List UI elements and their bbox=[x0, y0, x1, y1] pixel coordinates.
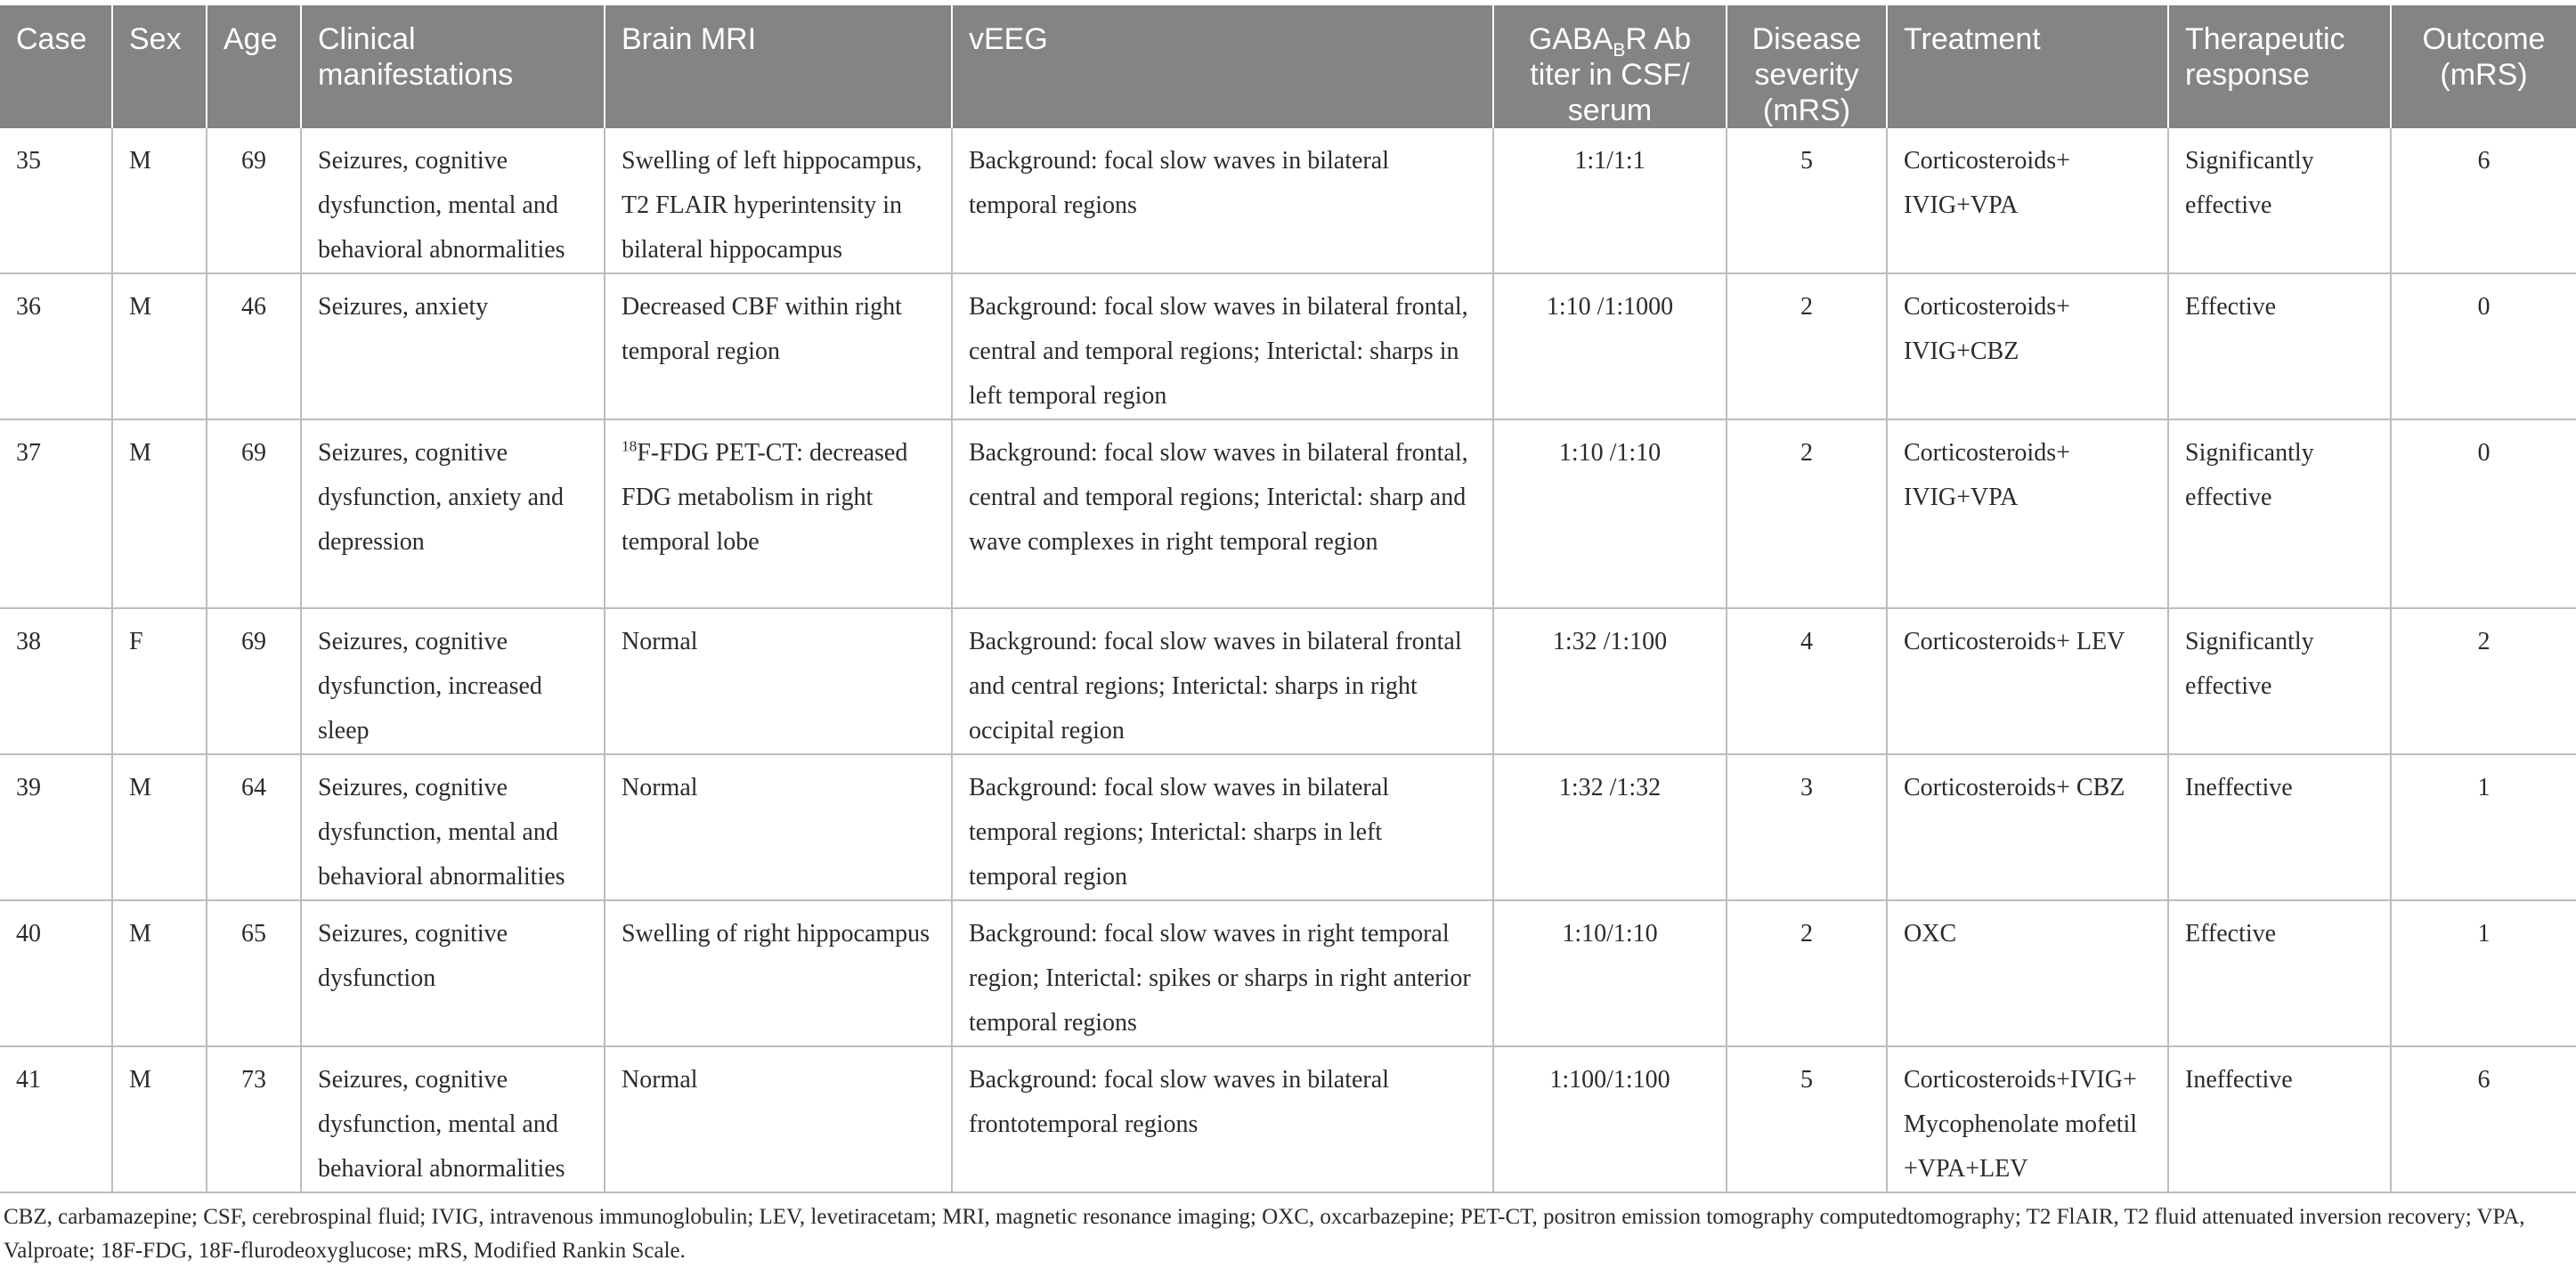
cell-clinical: Seizures, cognitive dysfunction, mental and behavioral abnormalities bbox=[301, 128, 605, 273]
cell-veeg: Background: focal slow waves in bilateral frontal and central regions; Interictal: sharps in right occipital region bbox=[952, 608, 1493, 754]
cell-mri-text: F-FDG PET-CT: decreased FDG metabolism in right temporal lobe bbox=[622, 439, 908, 556]
cell-age: 69 bbox=[207, 419, 301, 608]
cell-veeg: Background: focal slow waves in bilateral frontal, central and temporal regions; Interictal: sharp and wave complexes in right temporal region bbox=[952, 419, 1493, 608]
cell-mri bbox=[605, 1046, 952, 1192]
cell-mri-text: Swelling of right hippocampus bbox=[622, 920, 930, 948]
cell-severity: 2 bbox=[1727, 419, 1887, 608]
cell-titer: 1:1/1:1 bbox=[1493, 128, 1727, 273]
cell-severity: 2 bbox=[1727, 900, 1887, 1046]
cell-case: 35 bbox=[0, 128, 112, 273]
cell-outcome: 6 bbox=[2391, 128, 2576, 273]
cell-treatment: Corticosteroids+ LEV bbox=[1887, 608, 2168, 754]
cell-mri bbox=[605, 608, 952, 754]
cell-mri bbox=[605, 900, 952, 1046]
cell-veeg: Background: focal slow waves in bilateral frontal, central and temporal regions; Interictal: sharps in left temporal region bbox=[952, 273, 1493, 419]
cell-outcome: 6 bbox=[2391, 1046, 2576, 1192]
header-outcome: Outcome (mRS) bbox=[2391, 5, 2576, 128]
header-titer-suffix: R Ab titer in CSF/ serum bbox=[1530, 22, 1692, 127]
cell-sex: M bbox=[112, 1046, 207, 1192]
cell-mri bbox=[605, 419, 952, 608]
cell-clinical: Seizures, anxiety bbox=[301, 273, 605, 419]
table-row bbox=[0, 273, 2576, 419]
cell-age: 73 bbox=[207, 1046, 301, 1192]
header-age: Age bbox=[207, 5, 301, 128]
header-mri: Brain MRI bbox=[605, 5, 952, 128]
cell-treatment: Corticosteroids+ CBZ bbox=[1887, 754, 2168, 900]
cell-response: Effective bbox=[2168, 900, 2391, 1046]
cell-treatment: Corticosteroids+ IVIG+VPA bbox=[1887, 419, 2168, 608]
cell-case: 39 bbox=[0, 754, 112, 900]
header-treatment: Treatment bbox=[1887, 5, 2168, 128]
cell-clinical: Seizures, cognitive dysfunction, anxiety and depression bbox=[301, 419, 605, 608]
cell-mri bbox=[605, 754, 952, 900]
header-titer bbox=[1493, 5, 1727, 128]
cell-response: Ineffective bbox=[2168, 1046, 2391, 1192]
cell-mri-text: Normal bbox=[622, 774, 698, 801]
cell-severity: 5 bbox=[1727, 1046, 1887, 1192]
table-header bbox=[0, 5, 2576, 128]
cell-titer: 1:100/1:100 bbox=[1493, 1046, 1727, 1192]
table-row bbox=[0, 419, 2576, 608]
header-severity: Disease severity (mRS) bbox=[1727, 5, 1887, 128]
cell-clinical: Seizures, cognitive dysfunction bbox=[301, 900, 605, 1046]
cell-outcome: 1 bbox=[2391, 754, 2576, 900]
table-row bbox=[0, 1046, 2576, 1192]
cell-titer: 1:10 /1:10 bbox=[1493, 419, 1727, 608]
cell-age: 65 bbox=[207, 900, 301, 1046]
header-veeg: vEEG bbox=[952, 5, 1493, 128]
cell-treatment: Corticosteroids+ IVIG+VPA bbox=[1887, 128, 2168, 273]
cell-mri bbox=[605, 273, 952, 419]
cell-case: 38 bbox=[0, 608, 112, 754]
cell-treatment: OXC bbox=[1887, 900, 2168, 1046]
table-row bbox=[0, 900, 2576, 1046]
cell-outcome: 2 bbox=[2391, 608, 2576, 754]
cell-response: Significantly effective bbox=[2168, 128, 2391, 273]
cell-outcome: 0 bbox=[2391, 419, 2576, 608]
cell-outcome: 0 bbox=[2391, 273, 2576, 419]
cell-severity: 2 bbox=[1727, 273, 1887, 419]
cell-mri bbox=[605, 128, 952, 273]
cell-sex: M bbox=[112, 419, 207, 608]
header-titer-sub: B bbox=[1613, 39, 1626, 61]
cell-age: 64 bbox=[207, 754, 301, 900]
table-row bbox=[0, 754, 2576, 900]
table-footnote: CBZ, carbamazepine; CSF, cerebrospinal fluid; IVIG, intravenous immunoglobulin; LEV, levetiracetam; MRI, magnetic resonance imaging; OXC, oxcarbazepine; PET-CT, positron emission tomography computedtomography; T2 FlAIR, T2 fluid attenuated inversion recovery; VPA, Valproate; 18F-FDG, 18F-flurodeoxyglucose; mRS, Modified Rankin Scale. bbox=[4, 1205, 2525, 1263]
cell-clinical: Seizures, cognitive dysfunction, mental and behavioral abnormalities bbox=[301, 1046, 605, 1192]
cell-sex: M bbox=[112, 273, 207, 419]
cell-response: Effective bbox=[2168, 273, 2391, 419]
table-container bbox=[0, 5, 2576, 1193]
cell-mri-text: Normal bbox=[622, 628, 698, 655]
cell-response: Significantly effective bbox=[2168, 608, 2391, 754]
cell-titer: 1:10 /1:1000 bbox=[1493, 273, 1727, 419]
cell-response: Significantly effective bbox=[2168, 419, 2391, 608]
cell-case: 40 bbox=[0, 900, 112, 1046]
cell-severity: 5 bbox=[1727, 128, 1887, 273]
cell-case: 37 bbox=[0, 419, 112, 608]
cell-treatment: Corticosteroids+ IVIG+CBZ bbox=[1887, 273, 2168, 419]
table-row bbox=[0, 128, 2576, 273]
cell-sex: M bbox=[112, 900, 207, 1046]
cell-titer: 1:10/1:10 bbox=[1493, 900, 1727, 1046]
cell-titer: 1:32 /1:100 bbox=[1493, 608, 1727, 754]
cell-veeg: Background: focal slow waves in bilateral temporal regions; Interictal: sharps in left temporal region bbox=[952, 754, 1493, 900]
clinical-table bbox=[0, 5, 2576, 1193]
cell-sex: F bbox=[112, 608, 207, 754]
table-row bbox=[0, 608, 2576, 754]
table-body bbox=[0, 128, 2576, 1192]
cell-clinical: Seizures, cognitive dysfunction, increased sleep bbox=[301, 608, 605, 754]
cell-clinical: Seizures, cognitive dysfunction, mental and behavioral abnormalities bbox=[301, 754, 605, 900]
cell-case: 41 bbox=[0, 1046, 112, 1192]
header-titer-prefix: GABA bbox=[1528, 22, 1613, 56]
cell-age: 69 bbox=[207, 128, 301, 273]
cell-sex: M bbox=[112, 754, 207, 900]
cell-outcome: 1 bbox=[2391, 900, 2576, 1046]
cell-titer: 1:32 /1:32 bbox=[1493, 754, 1727, 900]
cell-veeg: Background: focal slow waves in bilateral frontotemporal regions bbox=[952, 1046, 1493, 1192]
cell-veeg: Background: focal slow waves in bilateral temporal regions bbox=[952, 128, 1493, 273]
header-clinical: Clinical manifestations bbox=[301, 5, 605, 128]
cell-mri-text: Normal bbox=[622, 1066, 698, 1094]
header-sex: Sex bbox=[112, 5, 207, 128]
cell-age: 46 bbox=[207, 273, 301, 419]
cell-treatment: Corticosteroids+IVIG+ Mycophenolate mofetil +VPA+LEV bbox=[1887, 1046, 2168, 1192]
cell-mri-sup: 18 bbox=[622, 437, 638, 455]
cell-sex: M bbox=[112, 128, 207, 273]
cell-age: 69 bbox=[207, 608, 301, 754]
header-case: Case bbox=[0, 5, 112, 128]
cell-case: 36 bbox=[0, 273, 112, 419]
cell-severity: 4 bbox=[1727, 608, 1887, 754]
cell-severity: 3 bbox=[1727, 754, 1887, 900]
cell-veeg: Background: focal slow waves in right temporal region; Interictal: spikes or sharps in right anterior temporal regions bbox=[952, 900, 1493, 1046]
header-response: Therapeutic response bbox=[2168, 5, 2391, 128]
cell-mri-text: Decreased CBF within right temporal region bbox=[622, 293, 902, 365]
cell-mri-text: Swelling of left hippocampus, T2 FLAIR hyperintensity in bilateral hippocampus bbox=[622, 147, 922, 264]
cell-response: Ineffective bbox=[2168, 754, 2391, 900]
